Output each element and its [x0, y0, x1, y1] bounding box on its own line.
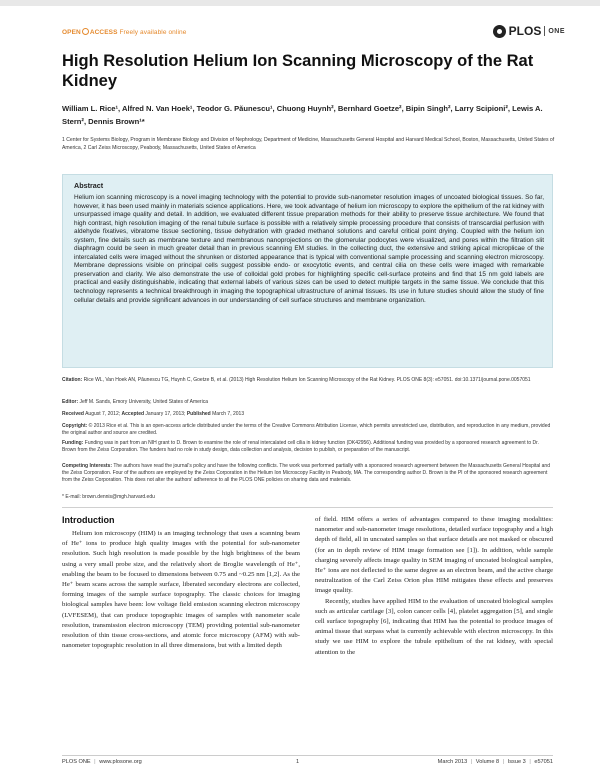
citation-label: Citation: — [62, 377, 83, 383]
footer-journal-name: PLOS ONE — [62, 759, 91, 765]
abstract-text: Helium ion scanning microscopy is a novel imaging technology with the potential to provide sub-nanometer resolution images of uncoated biological tissues. So far, however, it has been used mainly in materials science applications. Here, we took advantage of helium ion microscopy to explore the epithelium of the rat kidney with unsurpassed image quality and detail. In addition, we evaluated different tissue preparation methods for their ability to preserve tissue architecture. We found that high contrast, high resolution imaging of the renal tubule surface is possible with a relatively simple processing procedure that consists of transcardial perfusion with aldehyde fixatives, vibratome tissue sectioning, tissue dehydration with graded methanol solutions and careful critical point drying. Coupled with the helium ion system, fine details such as membrane texture and membranous nanoprojections on the glomerular podocytes were visualized, and pores within the filtration slit diaphragm could be seen in much greater detail than in previous scanning EM studies. In the collecting duct, the extensive and striking apical microplicae of the intercalated cells were imaged without the shrunken or distorted appearance that is typical with conventional sample processing and scanning electron microscopy. Membrane depressions visible on principal cells suggest possible endo- or exocytotic events, and central cilia on these cells were imaged with remarkable preservation and clarity. We also demonstrate the use of colloidal gold probes for highlighting specific cell-surface proteins and find that 15 nm gold labels are practical and easily distinguishable, indicating that external labels of various sizes can be used to detect multiple targets in the same tissue. We conclude that this technology represents a technical breakthrough in imaging the topographical ultrastructure of animal tissues. Its use in future studies should allow the study of fine cellular details and provide significant advances in our understanding of cell surface structures and membrane organization. — [74, 194, 544, 304]
footer-date: March 2013 — [437, 759, 468, 765]
freely-available-label: Freely available online — [119, 29, 187, 36]
journal-name: PLOS — [508, 24, 542, 38]
footer-issue: March 2013 | Volume 8 | Issue 3 | e57051 — [437, 759, 553, 765]
affiliations: 1 Center for Systems Biology, Program in Membrane Biology and Division of Nephrology, Department of Medicine, Massachusetts General Hospital and Harvard Medical School, Boston, Massachusetts, United States of America, 2 Carl Zeiss Microscopy, Peabody, Massachusetts, United States of America — [62, 137, 555, 151]
top-bar — [0, 0, 600, 6]
footer-article-id: e57051 — [534, 759, 553, 765]
footer-journal: PLOS ONE | www.plosone.org — [62, 759, 142, 765]
accepted-date: January 17, 2013; — [145, 411, 186, 417]
copyright — [62, 423, 553, 437]
citation — [62, 377, 553, 384]
abstract-heading: Abstract — [74, 181, 104, 190]
open-access-banner — [62, 28, 186, 36]
received-date: August 7, 2012; — [85, 411, 121, 417]
funding-text: Funding was in part from an NIH grant to D. Brown to examine the role of renal intercalated cell cilia in kidney function (DK42956). Additional funding was provided by a sponsored research agreement to Dr. Brown from the Zeiss Corporation. The funders had no role in study design, data collection and analysis, decision to publish, or preparation of the manuscript. — [62, 440, 539, 453]
footer-site-link[interactable]: www.plosone.org — [99, 759, 142, 765]
published-date: March 7, 2013 — [212, 411, 245, 417]
accepted-label: Accepted — [121, 411, 145, 417]
received-label: Received — [62, 411, 84, 417]
plos-logo-icon — [493, 25, 506, 38]
competing-label: Competing Interests: — [62, 463, 113, 469]
footer-volume: Volume 8 — [475, 759, 500, 765]
open-label: OPEN — [62, 29, 81, 36]
intro-left-column — [62, 529, 300, 651]
copyright-text: © 2013 Rice et al. This is an open-access article distributed under the terms of the Creative Commons Attribution License, which permits unrestricted use, distribution, and reproduction in any medium, provided the original author and source are credited. — [62, 423, 551, 436]
dates — [62, 411, 553, 418]
editor-text: Jeff M. Sands, Emory University, United States of America — [79, 399, 208, 405]
citation-text: Rice WL, Van Hoek AN, Păunescu TG, Huynh C, Goetze B, et al. (2013) High Resolution Helium Ion Scanning Microscopy of the Rat Kidney. PLOS ONE 8(3): e57051. doi:10.1371/journal.pone.0057051 — [83, 377, 531, 383]
page-number: 1 — [296, 759, 300, 765]
competing-interests — [62, 463, 553, 484]
published-label: Published — [186, 411, 211, 417]
abstract-box — [62, 174, 553, 368]
copyright-label: Copyright: — [62, 423, 88, 429]
journal-logo — [493, 24, 565, 38]
logo-divider — [544, 26, 545, 36]
email-text: * E-mail: brown.dennis@mgh.harvard.edu — [62, 494, 155, 500]
intro-right-column — [315, 515, 553, 658]
open-access-lock-icon — [82, 28, 89, 35]
intro-paragraph-2: of field. HIM offers a series of advantages compared to these imaging modalities: nanometer and sub-nanometer image resolutions, detailed surface topography and a high depth of field, all in uncoated samples so that surface details are not masked or obscured (for an in depth review of HIM image formation see [1]). In addition, while sample charging severely affects image quality in SEM imaging of uncoated biological samples, He⁺ ions are not deflected to the same degree as an electron beam, and the active charge neutralization of the Carl Zeiss Orion plus HIM mitigates these effects and preserves image quality. — [315, 516, 553, 595]
introduction-heading: Introduction — [62, 515, 115, 525]
footer-issue-number: Issue 3 — [507, 759, 526, 765]
corresponding-email — [62, 494, 553, 501]
article-title: High Resolution Helium Ion Scanning Microscopy of the Rat Kidney — [62, 52, 534, 90]
author-list: William L. Rice¹, Alfred N. Van Hoek¹, Teodor G. Păunescu¹, Chuong Huynh², Bernhard Goetze², Bipin Singh², Larry Scipioni², Lewis A. Stern², Dennis Brown¹* — [62, 104, 543, 126]
competing-text: The authors have read the journal's policy and have the following conflicts. The work was performed partially with a sponsored research agreement between the Massachusetts General Hospital and the Zeiss Corporation. Four of the authors are employed by the Zeiss Corporation in the Helium Ion Microscopy Facility in Peabody, MA. The corresponding author D. Brown is the PI of the sponsored research agreement from the Zeiss Corporation. This does not alter the authors' adherence to all the PLOS ONE policies on sharing data and materials. — [62, 463, 550, 483]
intro-paragraph-1: Helium ion microscopy (HIM) is an imaging technology that uses a scanning beam of He⁺ ions to produce high quality images with the potential for sub-nanometer resolution. Such high resolution is made possible by the high brightness of the beam using a very small probe size, and the relatively short de Broglie wavelength of He⁺, enabling the beam to be focused to dimensions between 0.75 and ~0.25 nm [1,2]. As the He⁺ beam scans across the sample surface, liberated secondary electrons are collected, forming images of the sample surface topography. The classic choices for imaging biological samples have been: low voltage field emission scanning electron microscopy (LVFESEM), that can produce topographic images of samples with nanometer scale resolution, transmission electron microscopy (TEM) providing potential sub-nanometer resolution of thin tissue cross-sections, and atomic force microscopy (AFM) with sub-nanometer topographic resolution in all three dimensions, but with a limited depth — [62, 530, 300, 650]
editor-label: Editor: — [62, 399, 79, 405]
intro-paragraph-3: Recently, studies have applied HIM to the evaluation of uncoated biological samples such as articular cartilage [3], colon cancer cells [4], platelet aggregation [5], and single cell surface topography [6], indicating that HIM has the potential to produce images of animal tissue that surpass what is currently achievable with electron microscopy. In this study we use HIM to explore the tubule epithelium of the rat kidney, with special attention to the — [315, 597, 553, 656]
funding-label: Funding: — [62, 440, 84, 446]
funding — [62, 440, 553, 454]
editor — [62, 399, 553, 406]
journal-name-one: ONE — [548, 27, 565, 35]
access-label: ACCESS — [89, 29, 118, 36]
meta-divider — [62, 507, 553, 508]
footer-divider — [62, 755, 553, 756]
